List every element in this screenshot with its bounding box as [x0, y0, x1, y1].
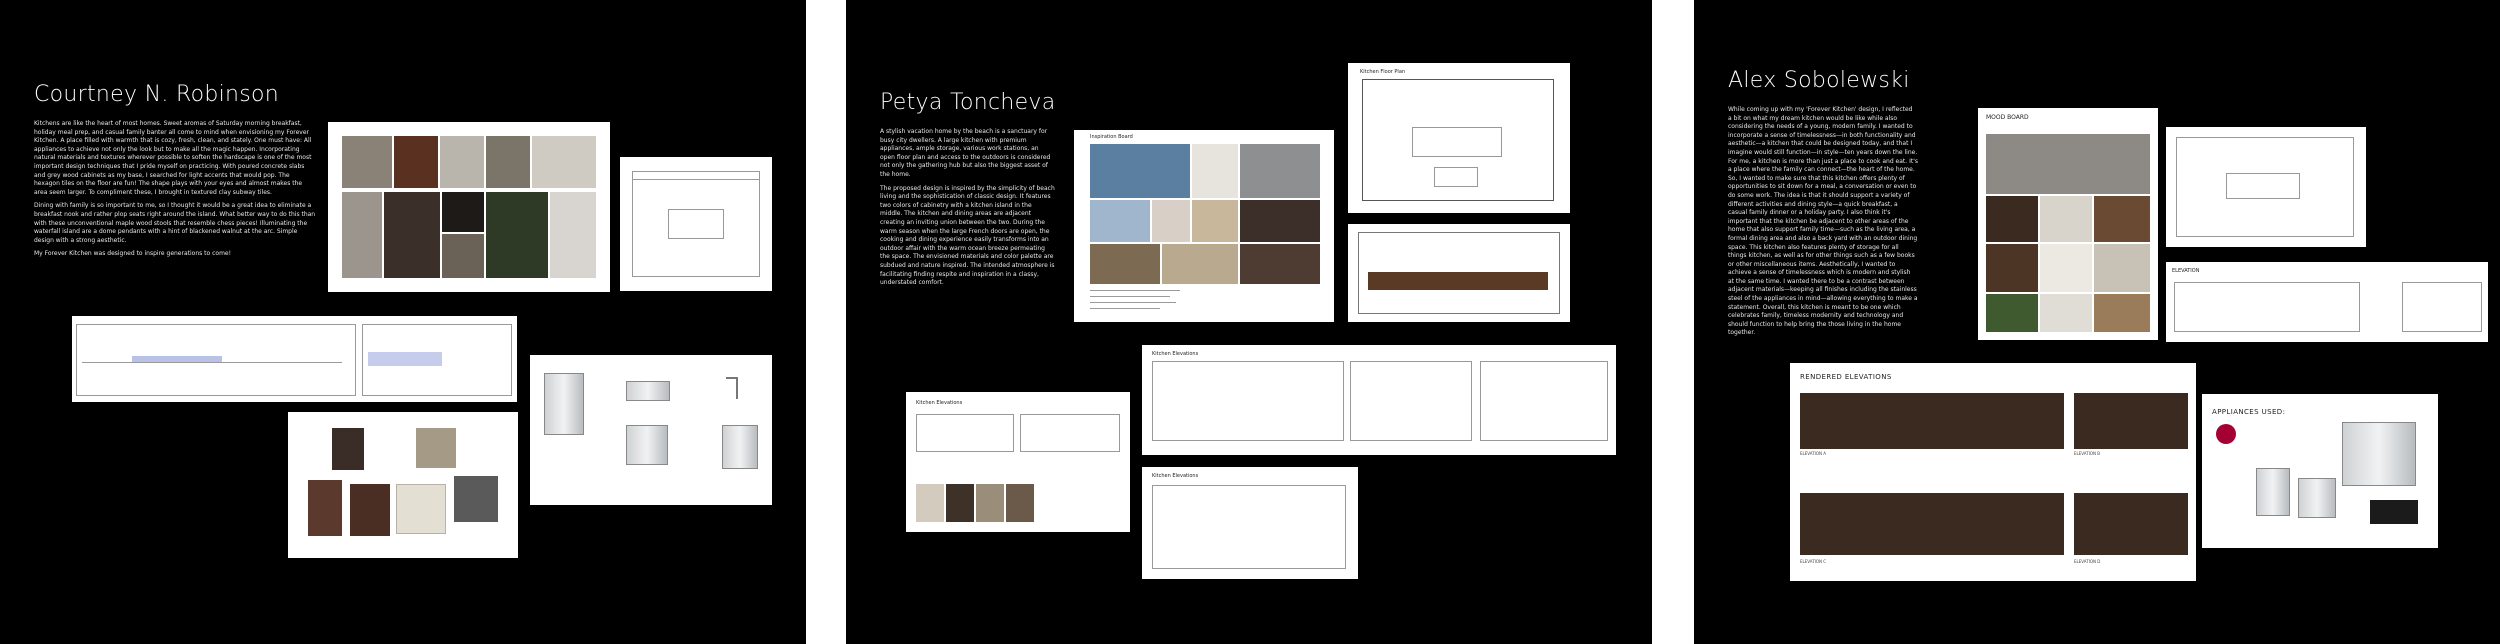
inspiration-photo: [1152, 200, 1190, 242]
paragraph: While coming up with my 'Forever Kitchen' design, I reflected a bit on what my dream kitchen would be like while also considering the needs of a young, modern family. I wanted to incorporate a sense of timelessness—in both functionality and aesthetic—a kitchen that could be designed today, and that I imagine would still function—in style—ten years down the line. For me, a kitchen is more than just a place to cook and eat. It's a place where the family can connect—the heart of the home. So, I wanted to make sure that this kitchen offers plenty of opportunities to sit down for a meal, a conversation or even to do some work. The idea is that it should support a variety of different activities and dining style—a quick breakfast, a casual family dinner or a holiday party. I also think it's important that the kitchen be adjacent to other areas of the home that also support family time—such as the living area, a formal dining area and also a back yard with an outdoor dining space. This kitchen also features plenty of storage for all things kitchen, as well as for other things such as a few books or other miscellaneous items. Aesthetically, I wanted to achieve a sense of timelessness which is modern and stylish at the same time. I wanted there to be a contrast between adjacent materials—keeping all finishes including the stainless steel of the appliances in mind—allowing everything to make a statement. Overall, this kitchen is meant to be one which celebrates family, timeless modernity and technology and should function to help bring the those living in the home together.: [1728, 106, 1918, 337]
board-title: Kitchen Elevations: [1152, 351, 1199, 357]
panel-courtney: [0, 0, 806, 644]
legend-line: [1090, 290, 1180, 291]
material-swatch: [308, 480, 342, 536]
cooktop-image: [2370, 500, 2418, 524]
microwave-image: [626, 381, 670, 401]
board-title: Kitchen Elevations: [916, 400, 963, 406]
kitchen-perspective-board: [1348, 224, 1570, 322]
legend-line: [1090, 302, 1176, 303]
elevation-backsplash: [132, 356, 222, 362]
paragraph: The proposed design is inspired by the simplicity of beach living and the sophistication of classic design. It features two colors of cabinetry with a kitchen island in the middle. The kitchen and dining areas are adjacent creating an inviting union between the two. During the warm season when the large French doors are open, the cooking and dining experience easily transforms into an outdoor affair with the warm ocean breeze permeating the space. The envisioned materials and color palette are subdued and nature inspired. The intended atmosphere is facilitating finding respite and inspiration in a classy, understated comfort.: [880, 184, 1055, 287]
material-swatch: [916, 484, 944, 522]
material-swatch: [396, 484, 446, 534]
appliances-used-board: [2202, 394, 2438, 548]
mood-photo: [2040, 244, 2092, 292]
collage-photo: [384, 192, 440, 278]
mood-photo: [1986, 294, 2038, 332]
elevation-label: ELEVATION B: [2074, 451, 2100, 456]
elevation-counter: [82, 362, 342, 363]
elevation-detail-board: [1142, 467, 1358, 579]
design-statement: [34, 120, 316, 264]
inspiration-photo: [1240, 244, 1320, 284]
paragraph: My Forever Kitchen was designed to inspire generations to come!: [34, 250, 232, 258]
floor-plan-table: [1434, 167, 1478, 187]
collage-photo: [440, 136, 484, 188]
dishwasher-image: [722, 425, 758, 469]
elevation-line-board: [2166, 262, 2488, 342]
materials-board: [288, 412, 518, 558]
designer-name: Courtney N. Robinson: [34, 82, 280, 107]
elevation-drawing: [916, 414, 1014, 452]
board-title: RENDERED ELEVATIONS: [1800, 373, 1892, 381]
paragraph: Kitchens are like the heart of most homes. Sweet aromas of Saturday morning breakfast, holiday meal prep, and casual family banter all come to mind when envisioning my Forever Kitchen. A place filled with warmth that is cozy, fresh, clean, and stately. One must have: All appliances to achieve not only the look but to make all the magic happen. Incorporating natural materials and textures wherever possible to soften the hardscape is one of the most important design techniques that I pride myself on practicing. With poured concrete slabs and grey wood cabinets as my base, I searched for light accents that would pop. The hexagon tiles on the floor are fun! The shape plays with your eyes and almost makes the area seem larger. To compliment these, I brought in textured clay subway tiles.: [34, 120, 312, 196]
floor-plan-island: [1412, 127, 1502, 157]
floor-plan-board: [1348, 63, 1570, 213]
mood-photo: [2094, 244, 2150, 292]
designer-name: Alex Sobolewski: [1728, 68, 1910, 93]
floor-plan-counter: [632, 179, 760, 180]
collage-photo: [394, 136, 438, 188]
material-swatch: [976, 484, 1004, 522]
elevation-drawing: [2174, 282, 2360, 332]
inspiration-photo: [1240, 200, 1320, 242]
elevation-drawing: [1350, 361, 1472, 441]
elevation-island: [368, 352, 442, 366]
design-statement: [880, 128, 1055, 293]
inspiration-photo: [1090, 244, 1160, 284]
collage-photo: [486, 192, 548, 278]
designer-name: Petya Toncheva: [880, 90, 1056, 115]
rendered-elevation-d: [2074, 493, 2188, 555]
inspiration-photo: [1162, 244, 1238, 284]
board-title: APPLIANCES USED:: [2212, 408, 2286, 416]
elevation-drawing: [1020, 414, 1120, 452]
refrigerator-image: [2342, 422, 2416, 486]
mood-photo: [2094, 196, 2150, 242]
material-swatch: [416, 428, 456, 468]
legend-line: [1090, 296, 1170, 297]
mood-collage-board: [328, 122, 610, 292]
panel-alex: [1694, 0, 2500, 644]
refrigerator-image: [544, 373, 584, 435]
material-swatch: [946, 484, 974, 522]
mood-photo: [1986, 134, 2150, 194]
rendered-elevation-c: [1800, 493, 2064, 555]
elevation-drawing: [1480, 361, 1608, 441]
inspiration-photo: [1192, 144, 1238, 198]
material-swatch: [350, 484, 390, 536]
elevation-label: ELEVATION D: [2074, 559, 2101, 564]
brand-logo-icon: [2216, 424, 2236, 444]
collage-photo: [342, 136, 392, 188]
elevation-drawing: [2402, 282, 2482, 332]
collage-photo: [532, 136, 596, 188]
legend-line: [1090, 308, 1160, 309]
perspective-cabinets: [1368, 272, 1548, 290]
range-image: [626, 425, 668, 465]
board-title: ELEVATION: [2172, 268, 2200, 274]
mood-photo: [1986, 196, 2038, 242]
appliances-board: [530, 355, 772, 505]
inspiration-photo: [1192, 200, 1238, 242]
floor-plan-island: [668, 209, 724, 239]
rendered-elevation-b: [2074, 393, 2188, 449]
collage-photo: [442, 234, 484, 278]
wall-oven-image: [2256, 468, 2290, 516]
board-title: MOOD BOARD: [1986, 114, 2029, 121]
collage-photo: [342, 192, 382, 278]
elevation-label: ELEVATION A: [1800, 451, 1826, 456]
paragraph: Dining with family is so important to me, so I thought it would be a great idea to eliminate a breakfast nook and rather plop seats right around the island. What better way to do this than with these unconventional maple wood stools that resemble chess pieces! Illuminating the waterfall island are a dome pendants with a hint of blackened walnut at the arc. Simple design with a strong aesthetic.: [34, 202, 316, 244]
range-image: [2298, 478, 2336, 518]
elevations-wide-board: [1142, 345, 1616, 455]
inspiration-photo: [1240, 144, 1320, 198]
elevation-drawing: [1152, 361, 1344, 441]
material-swatch: [1006, 484, 1034, 522]
collage-photo: [486, 136, 530, 188]
board-title: Inspiration Board: [1090, 134, 1133, 140]
mood-photo: [2040, 294, 2092, 332]
material-swatch: [454, 476, 498, 522]
inspiration-board: [1074, 130, 1334, 322]
rendered-elevations-board: [1790, 363, 2196, 581]
material-swatch: [332, 428, 364, 470]
panel-petya: [846, 0, 1652, 644]
elevations-board: [72, 316, 517, 402]
faucet-image: [726, 377, 738, 399]
inspiration-photo: [1090, 200, 1150, 242]
mood-photo: [1986, 244, 2038, 292]
mood-board: [1978, 108, 2158, 340]
rendered-elevation-a: [1800, 393, 2064, 449]
collage-photo: [550, 192, 596, 278]
paragraph: A stylish vacation home by the beach is a sanctuary for busy city dwellers. A large kitchen with premium appliances, ample storage, various work stations, an open floor plan and access to the outdoors is considered not only the gathering hub but also the biggest asset of the home.: [880, 128, 1051, 178]
design-statement: [1728, 106, 1918, 343]
floor-plan-board: [620, 157, 772, 291]
collage-photo: [442, 192, 484, 232]
inspiration-photo: [1090, 144, 1190, 198]
board-title: Kitchen Elevations: [1152, 473, 1199, 479]
mood-photo: [2040, 196, 2092, 242]
elevation-label: ELEVATION C: [1800, 559, 1827, 564]
board-title: Kitchen Floor Plan: [1360, 69, 1406, 75]
kitchen-elevations-board: [906, 392, 1130, 532]
elevation-drawing: [1152, 485, 1346, 569]
floor-plan-island: [2226, 173, 2300, 199]
floor-plan-board: [2166, 127, 2366, 247]
mood-photo: [2094, 294, 2150, 332]
